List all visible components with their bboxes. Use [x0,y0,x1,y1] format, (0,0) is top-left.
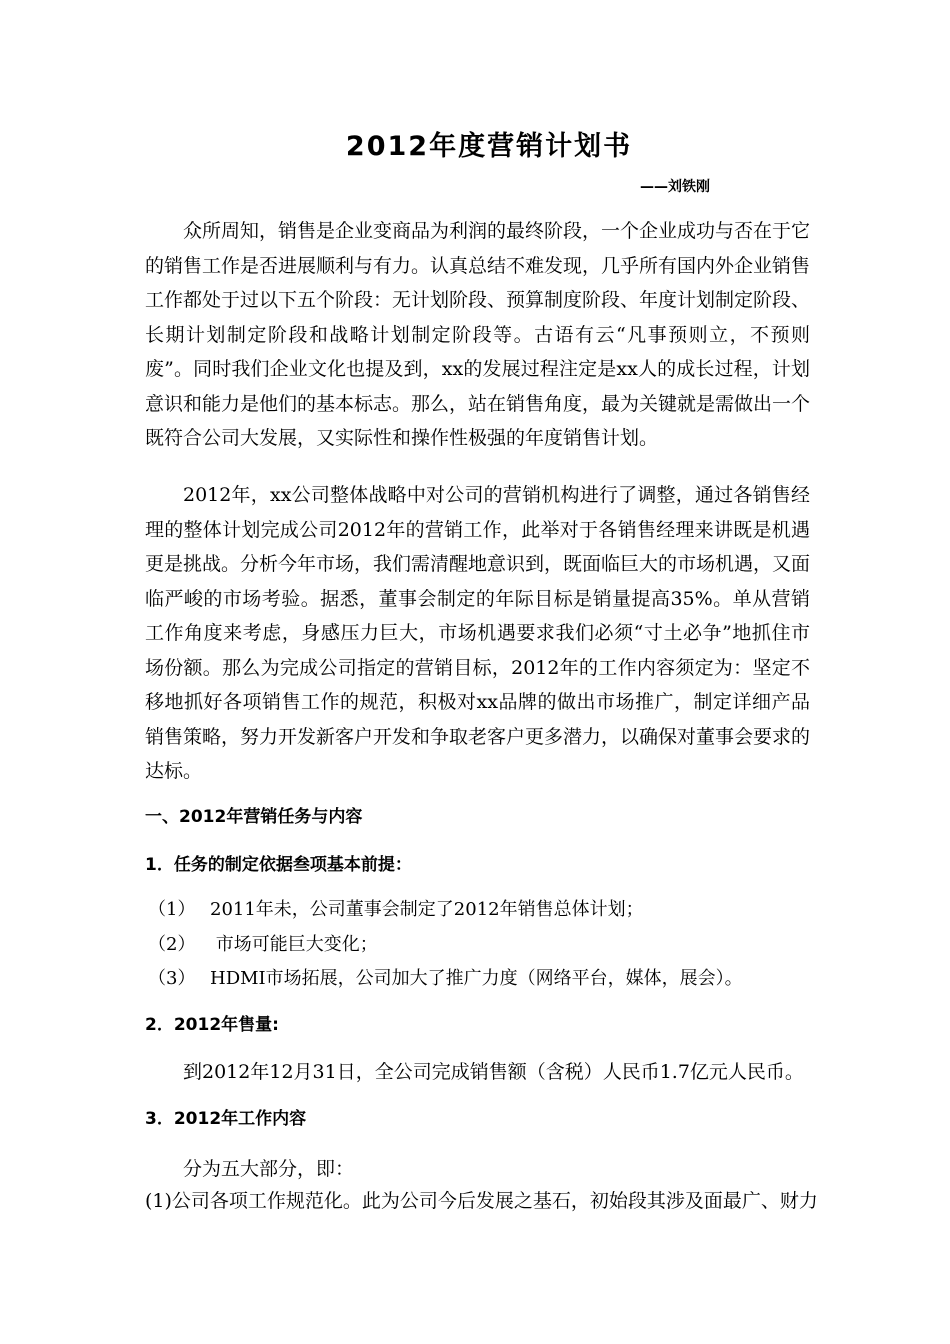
sales-target-text: 到2012年12月31日，全公司完成销售额（含税）人民币1.7亿元人民币。 [183,1061,804,1083]
document-title: 2012年度营销计划书 [345,131,633,162]
list-item [148,966,743,992]
list-item [148,932,378,958]
subsection-heading-1: 1．任务的制定依据叁项基本前提： [145,855,412,875]
section-heading: 一、2012年营销任务与内容 [145,807,363,827]
strategy-paragraph: 2012年，xx公司整体战略中对公司的营销机构进行了调整，通过各销售经理的整体计划完成公司2012年的营销工作，此举对于各销售经理来讲既是机遇更是挑战。分析今年市场，我们需清醒地意识到，既面临巨大的市场机遇，又面临严峻的市场考验。据悉，董事会制定的年际目标是销量提高35%。单从营销工作角度来考虑，身感压力巨大，市场机遇要求我们必须“寸土必争”地抓住市场份额。那么为完成公司指定的营销目标，2012年的工作内容须定为：坚定不移地抓好各项销售工作的规范，积极对xx品牌的做出市场推广，制定详细产品销售策略，努力开发新客户开发和争取老客户更多潜力，以确保对董事会要求的达标。 [145,484,811,782]
subsection-heading-3: 3．2012年工作内容 [145,1109,307,1129]
list-item [148,897,644,923]
list-item-number: （3） [148,968,196,989]
work-content-item-1: (1)公司各项工作规范化。此为公司今后发展之基石，初始段其涉及面最广、财力 [145,1190,818,1212]
intro-paragraph: 众所周知，销售是企业变商品为利润的最终阶段，一个企业成功与否在于它的销售工作是否进展顺利与有力。认真总结不难发现，几乎所有国内外企业销售工作都处于过以下五个阶段：无计划阶段、预算制度阶段、年度计划制定阶段、长期计划制定阶段和战略计划制定阶段等。古语有云“凡事预则立，不预则废”。同时我们企业文化也提及到，xx的发展过程注定是xx人的成长过程，计划意识和能力是他们的基本标志。那么，站在销售角度，最为关键就是需做出一个既符合公司大发展，又实际性和操作性极强的年度销售计划。 [145,220,811,449]
list-item-number: （1） [148,899,196,920]
list-item-text: HDMI市场拓展，公司加大了推广力度（网络平台，媒体，展会）。 [210,968,743,989]
document-author: ——刘铁刚 [640,179,710,195]
work-content-intro: 分为五大部分，即： [183,1158,355,1180]
list-item-text: 市场可能巨大变化； [210,934,378,955]
list-item-number: （2） [148,934,196,955]
subsection-heading-2: 2．2012年售量: [145,1015,279,1035]
list-item-text: 2011年未，公司董事会制定了2012年销售总体计划； [210,899,644,920]
